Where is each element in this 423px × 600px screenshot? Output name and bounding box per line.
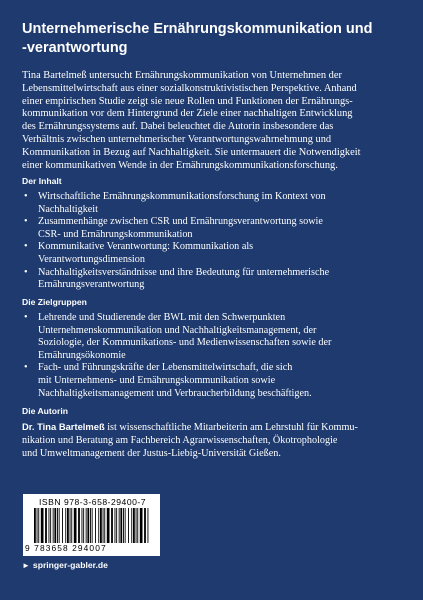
list-item	[22, 267, 407, 292]
author-bio-line: nikation und Beratung am Fachbereich Agrarwissenschaften, Ökotrophologie	[22, 434, 338, 446]
list-item-line: • Kommunikative Verantwortung: Kommunikation als	[38, 241, 254, 253]
intro-line: einer kommunikativen Wende in der Ernährungskommunikationsforschung.	[22, 159, 338, 171]
list-item-line: mit Unternehmens- und Ernährungskommunikation sowie	[38, 374, 276, 386]
list-item-line: Verantwortungsdimension	[38, 253, 145, 265]
section-heading: Die Zielgruppen	[22, 297, 87, 307]
section-autorin	[22, 406, 407, 460]
intro-paragraph	[22, 70, 404, 172]
author-bio-line	[22, 421, 407, 435]
inhalt-list	[22, 191, 407, 292]
intro-line: Verhältnis zwischen unternehmerischer Verantwortungswahrnehmung und	[22, 133, 332, 145]
website-link[interactable]: springer-gabler.de	[32, 560, 108, 570]
intro-line: des Ernährungssystems auf. Dabei beleuchtet die Autorin insbesondere das	[22, 121, 334, 133]
intro-line: Tina Bartelmeß untersucht Ernährungskommunikation von Unternehmen der	[22, 70, 342, 81]
list-item-line: Nachhaltigkeit	[38, 203, 98, 215]
list-item-line: • Fach- und Führungskräfte der Lebensmittelwirtschaft, die sich	[38, 362, 293, 374]
zielgruppen-list	[22, 312, 407, 400]
list-item	[22, 312, 407, 362]
isbn-number: ISBN 978-3-658-29400-7	[39, 497, 147, 507]
list-item-line: • Lehrende und Studierende der BWL mit den Schwerpunkten	[38, 312, 286, 323]
list-item-line: Ernährungsökonomie	[38, 349, 126, 361]
barcode-digits: 9 783658 294007	[25, 543, 107, 553]
author-bio-text: ist wissenschaftliche Mitarbeiterin am Lehrstuhl für Kommu-	[104, 422, 358, 433]
author-bio	[22, 421, 407, 460]
section-heading: Der Inhalt	[22, 176, 62, 186]
list-item-line: Ernährungsverantwortung	[38, 279, 145, 291]
section-zielgruppen	[22, 297, 407, 400]
author-bio-line: und Umweltmanagement der Justus-Liebig-Universität Gießen.	[22, 447, 281, 459]
list-item	[22, 241, 407, 266]
author-name: Dr. Tina Bartelmeß	[22, 421, 105, 432]
intro-line: Kommunikation in Bezug auf Nachhaltigkeit. Sie untermauert die Notwendigkeit	[22, 146, 361, 158]
publisher-website[interactable]	[22, 560, 108, 571]
intro-line: kommunikation vor dem Hintergrund der Ziele einer nachhaltigen Entwicklung	[22, 108, 353, 120]
intro-line: einer empirischen Studie zeigt sie neue Rollen und Funktionen der Ernährungs-	[22, 95, 353, 107]
title-line: Unternehmerische Ernährungskommunikation und	[22, 21, 373, 37]
title-line: -verantwortung	[22, 40, 128, 56]
list-item-line: Soziologie, der Kommunikations- und Medienwissenschaften sowie der	[38, 337, 332, 349]
list-item	[22, 362, 407, 400]
isbn-barcode	[23, 494, 160, 556]
section-inhalt	[22, 176, 407, 292]
book-title	[22, 20, 402, 58]
arrow-right-icon: ►	[22, 561, 30, 570]
list-item	[22, 216, 407, 241]
intro-line: Lebensmittelwirtschaft aus einer sozialkonstruktivistischen Perspektive. Anhand	[22, 82, 357, 94]
list-item	[22, 191, 407, 216]
list-item-line: • Wirtschaftliche Ernährungskommunikationsforschung im Kontext von	[38, 191, 326, 202]
section-heading: Die Autorin	[22, 406, 68, 416]
list-item-line: Nachhaltigkeitsmanagement und Verbraucherbildung beschäftigen.	[38, 387, 312, 399]
list-item-line: CSR- und Ernährungskommunikation	[38, 228, 193, 240]
list-item-line: • Nachhaltigkeitsverständnisse und ihre Bedeutung für unternehmerische	[38, 266, 330, 278]
barcode-bars	[33, 508, 151, 543]
list-item-line: • Zusammenhänge zwischen CSR und Ernährungsverantwortung sowie	[38, 216, 323, 228]
list-item-line: Unternehmenskommunikation und Nachhaltigkeitsmanagement, der	[38, 324, 317, 336]
